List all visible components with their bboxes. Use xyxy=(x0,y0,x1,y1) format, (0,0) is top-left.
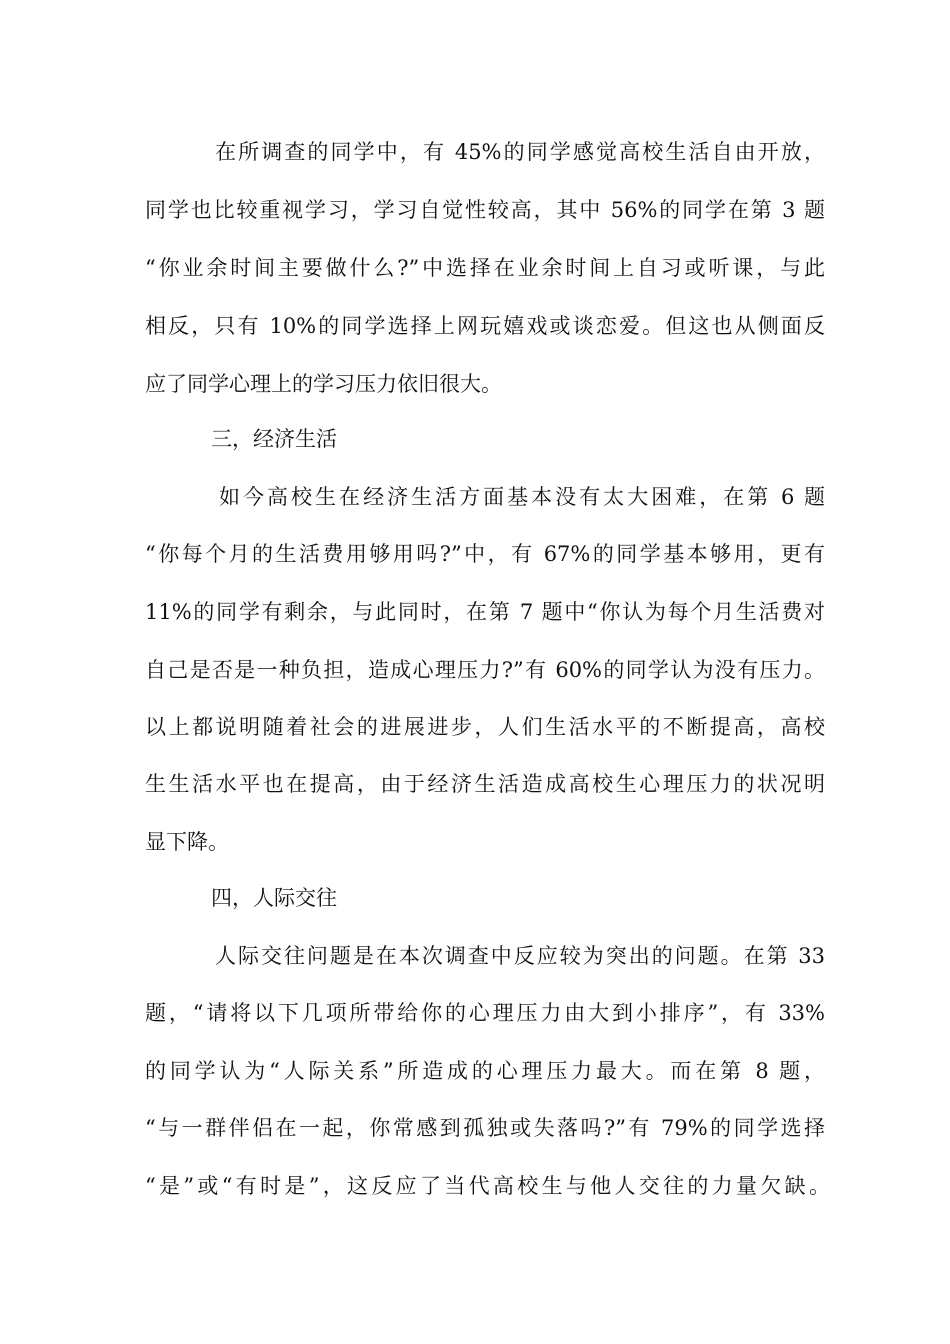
paragraph-line: 题，“请将以下几项所带给你的心理压力由大到小排序”，有 33% xyxy=(145,1001,825,1025)
paragraph-line: 应了同学心理上的学习压力依旧很大。 xyxy=(145,372,502,396)
paragraph-line: “你业余时间主要做什么?”中选择在业余时间上自习或听课，与此 xyxy=(145,256,825,280)
paragraph-line: 在所调查的同学中，有 45%的同学感觉高校生活自由开放， xyxy=(215,140,825,164)
paragraph-line: 人际交往问题是在本次调查中反应较为突出的问题。在第 33 xyxy=(215,944,825,968)
paragraph-line: 11%的同学有剩余，与此同时，在第 7 题中“你认为每个月生活费对 xyxy=(145,600,825,624)
paragraph-line: 如今高校生在经济生活方面基本没有太大困难，在第 6 题 xyxy=(219,485,825,509)
paragraph-line: 以上都说明随着社会的进展进步，人们生活水平的不断提高，高校 xyxy=(145,715,825,739)
paragraph-line: “是”或“有时是”，这反应了当代高校生与他人交往的力量欠缺。 xyxy=(145,1174,830,1198)
paragraph-line: “与一群伴侣在一起，你常感到孤独或失落吗?”有 79%的同学选择 xyxy=(145,1116,825,1140)
section-heading: 三，经济生活 xyxy=(211,427,337,451)
paragraph-line: 同学也比较重视学习，学习自觉性较高，其中 56%的同学在第 3 题 xyxy=(145,198,825,222)
paragraph-line: 生生活水平也在提高，由于经济生活造成高校生心理压力的状况明 xyxy=(145,772,825,796)
paragraph-line: “你每个月的生活费用够用吗?”中，有 67%的同学基本够用，更有 xyxy=(145,542,825,566)
paragraph-line: 自己是否是一种负担，造成心理压力?”有 60%的同学认为没有压力。 xyxy=(145,658,825,682)
section-heading: 四，人际交往 xyxy=(211,886,337,910)
paragraph-line: 显下降。 xyxy=(145,830,229,854)
paragraph-line: 的同学认为“人际关系”所造成的心理压力最大。而在第 8 题， xyxy=(145,1059,825,1083)
paragraph-line: 相反，只有 10%的同学选择上网玩嬉戏或谈恋爱。但这也从侧面反 xyxy=(145,314,825,338)
